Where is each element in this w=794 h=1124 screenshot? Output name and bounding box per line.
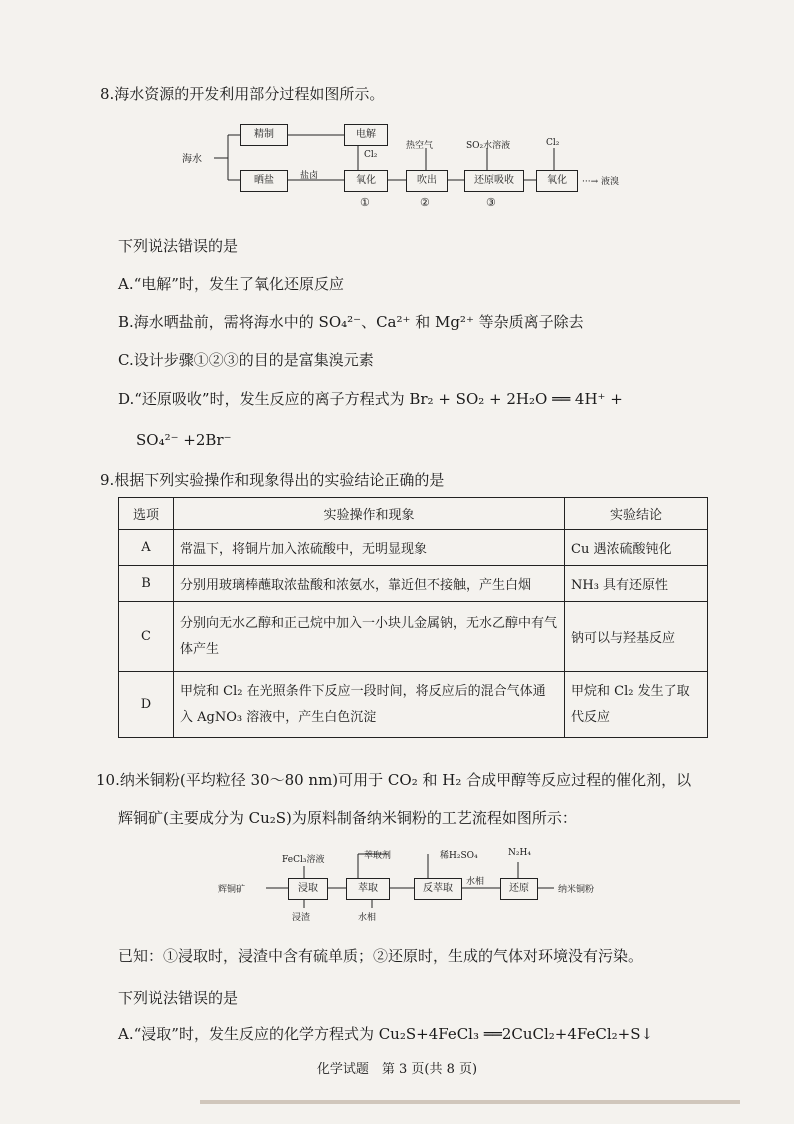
row-d-option: D bbox=[119, 672, 174, 738]
q10-stem-line1: 10.纳米铜粉(平均粒径 30～80 nm)可用于 CO₂ 和 H₂ 合成甲醇等反应过程的催化剂，以 bbox=[96, 771, 692, 789]
lulu-label: 盐卤 bbox=[300, 171, 319, 181]
ore-label: 辉铜矿 bbox=[218, 885, 246, 895]
q9-table bbox=[118, 497, 708, 738]
so2-label: SO₂水溶液 bbox=[466, 141, 511, 151]
n2h4-label: N₂H₄ bbox=[508, 848, 531, 858]
cl2-b-label: Cl₂ bbox=[546, 138, 560, 148]
jinqu-box: 浸取 bbox=[288, 878, 328, 900]
q8-option-d-line1: D.“还原吸收”时，发生反应的离子方程式为 Br₂ + SO₂ + 2H₂O ══ 4H⁺ + bbox=[118, 390, 623, 408]
row-a-option: A bbox=[119, 530, 174, 566]
step2-label: ② bbox=[420, 196, 430, 209]
header-conclusion: 实验结论 bbox=[565, 498, 708, 530]
reair-label: 热空气 bbox=[406, 141, 434, 151]
q8-prompt: 下列说法错误的是 bbox=[118, 237, 239, 255]
fancuiqu-box: 反萃取 bbox=[414, 878, 462, 900]
cuiqu-box: 萃取 bbox=[346, 878, 390, 900]
aqueous-phase-2-label: 水相 bbox=[466, 877, 485, 887]
q8-option-d-line2: SO₄²⁻ +2Br⁻ bbox=[136, 431, 232, 449]
q10-flow-diagram bbox=[218, 842, 638, 932]
q8-option-b: B.海水晒盐前，需将海水中的 SO₄²⁻、Ca²⁺ 和 Mg²⁺ 等杂质离子除去 bbox=[118, 313, 584, 331]
huanyuan-box: 还原 bbox=[500, 878, 538, 900]
row-d-operation: 甲烷和 Cl₂ 在光照条件下反应一段时间，将反应后的混合气体通入 AgNO₃ 溶液中，产生白色沉淀 bbox=[174, 672, 565, 738]
huanyuan-box: 还原吸收 bbox=[464, 170, 524, 192]
row-b-option: B bbox=[119, 566, 174, 602]
row-b-operation: 分别用玻璃棒蘸取浓盐酸和浓氨水，靠近但不接触，产生白烟 bbox=[174, 566, 565, 602]
row-c-operation: 分别向无水乙醇和正己烷中加入一小块儿金属钠，无水乙醇中有气体产生 bbox=[174, 602, 565, 672]
yanghua2-box: 氧化 bbox=[536, 170, 578, 192]
table-row bbox=[119, 530, 708, 566]
table-header-row bbox=[119, 498, 708, 530]
row-c-option: C bbox=[119, 602, 174, 672]
row-a-conclusion: Cu 遇浓硫酸钝化 bbox=[565, 530, 708, 566]
product-label: 纳米铜粉 bbox=[558, 885, 595, 895]
q8-flow-diagram bbox=[180, 118, 650, 218]
row-c-conclusion: 钠可以与羟基反应 bbox=[565, 602, 708, 672]
header-option: 选项 bbox=[119, 498, 174, 530]
chuichu-box: 吹出 bbox=[406, 170, 448, 192]
table-row bbox=[119, 602, 708, 672]
fecl3-label: FeCl₃溶液 bbox=[282, 855, 325, 865]
table-row bbox=[119, 566, 708, 602]
jingzhi-box: 精制 bbox=[240, 124, 288, 146]
h2so4-label: 稀H₂SO₄ bbox=[440, 851, 478, 861]
scan-edge-shadow bbox=[200, 1100, 740, 1104]
jinzha-label: 浸渣 bbox=[292, 913, 311, 923]
row-a-operation: 常温下，将铜片加入浓硫酸中，无明显现象 bbox=[174, 530, 565, 566]
cl2-a-label: Cl₂ bbox=[364, 150, 378, 160]
liquid-bromine-label: ···→ 液溴 bbox=[582, 177, 619, 187]
aqueous-phase-1-label: 水相 bbox=[358, 913, 377, 923]
page-footer: 化学试题 第 3 页(共 8 页) bbox=[316, 1062, 478, 1077]
row-b-conclusion: NH₃ 具有还原性 bbox=[565, 566, 708, 602]
q10-prompt: 下列说法错误的是 bbox=[118, 989, 239, 1007]
step1-label: ① bbox=[360, 196, 370, 209]
step3-label: ③ bbox=[486, 196, 496, 209]
q9-stem: 9.根据下列实验操作和现象得出的实验结论正确的是 bbox=[100, 471, 445, 489]
row-d-conclusion: 甲烷和 Cl₂ 发生了取代反应 bbox=[565, 672, 708, 738]
q10-option-a: A.“浸取”时，发生反应的化学方程式为 Cu₂S+4FeCl₃ ══2CuCl₂+4FeCl₂+S↓ bbox=[118, 1025, 654, 1043]
q10-known: 已知：①浸取时，浸渣中含有硫单质；②还原时，生成的气体对环境没有污染。 bbox=[118, 947, 644, 965]
extractant-label: 萃取剂 bbox=[364, 851, 392, 861]
yanghua1-box: 氧化 bbox=[344, 170, 388, 192]
dianjie-box: 电解 bbox=[344, 124, 388, 146]
q8-stem: 8.海水资源的开发利用部分过程如图所示。 bbox=[100, 85, 385, 103]
seawater-label: 海水 bbox=[182, 154, 202, 165]
q8-option-a: A.“电解”时，发生了氧化还原反应 bbox=[118, 275, 344, 293]
header-operation: 实验操作和现象 bbox=[174, 498, 565, 530]
shaiyan-box: 晒盐 bbox=[240, 170, 288, 192]
q10-stem-line2: 辉铜矿(主要成分为 Cu₂S)为原料制备纳米铜粉的工艺流程如图所示： bbox=[118, 809, 577, 827]
table-row bbox=[119, 672, 708, 738]
q8-option-c: C.设计步骤①②③的目的是富集溴元素 bbox=[118, 351, 374, 369]
